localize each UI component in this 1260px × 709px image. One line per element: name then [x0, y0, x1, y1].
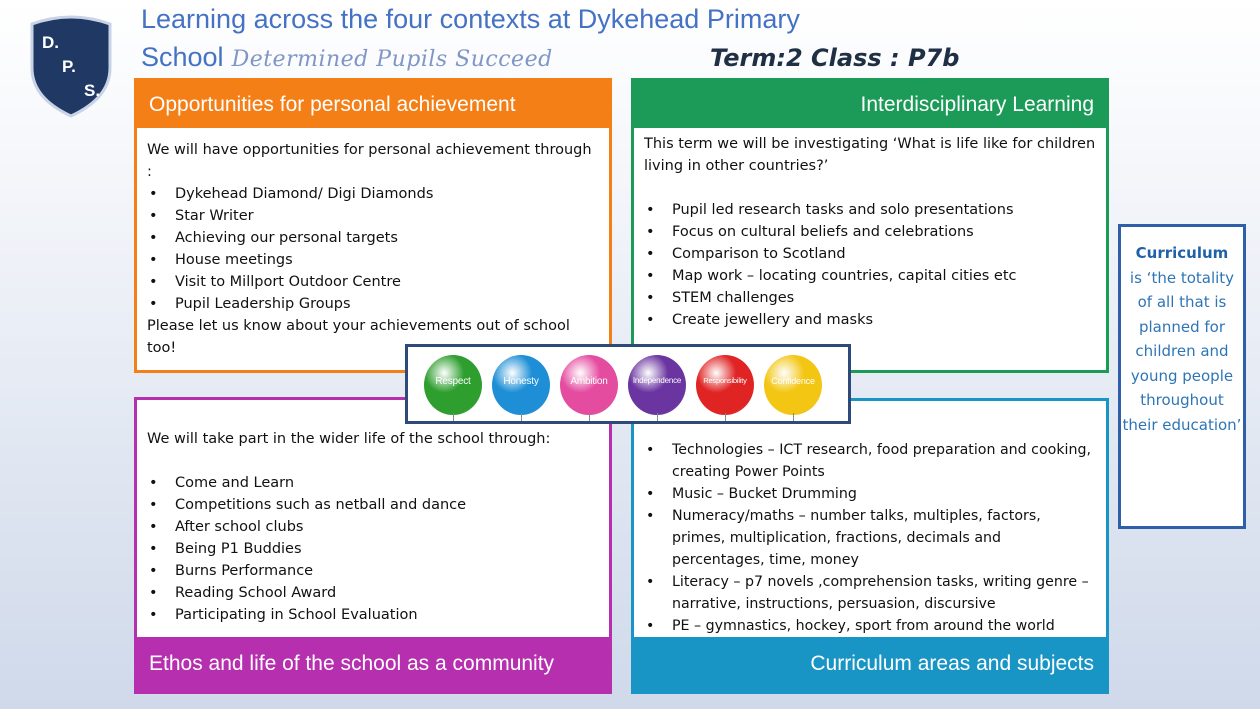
ethos-content: [137, 428, 609, 626]
list-item: • Competitions such as netball and dance: [147, 494, 601, 516]
list-item: • Focus on cultural beliefs and celebrations: [644, 221, 1098, 243]
crest-letter-p: P.: [62, 57, 76, 76]
list-item: • Dykehead Diamond/ Digi Diamonds: [147, 183, 601, 205]
personal-achievement-content: [137, 139, 609, 359]
curriculum-keyword: Curriculum: [1135, 244, 1229, 262]
list-item: • PE – gymnastics, hockey, sport from around the world: [644, 615, 1098, 637]
list-item: • Music – Bucket Drumming: [644, 483, 1098, 505]
school-values-balloons: [405, 344, 851, 424]
curriculum-areas-content: [634, 439, 1106, 637]
page-title-school: School: [141, 42, 224, 72]
crest-letter-d: D.: [42, 33, 59, 52]
interdisciplinary-heading: Interdisciplinary Learning: [634, 81, 1106, 128]
personal-achievement-heading: Opportunities for personal achievement: [137, 81, 609, 128]
interdisciplinary-intro: This term we will be investigating ‘What is life like for children living in other countries?’: [644, 136, 1096, 174]
list-item: • Visit to Millport Outdoor Centre: [147, 271, 601, 293]
personal-achievement-outro: Please let us know about your achievements out of school too!: [147, 318, 570, 356]
balloon-label: Responsibility: [703, 376, 747, 385]
list-item: • Being P1 Buddies: [147, 538, 601, 560]
balloon-label: Independence: [632, 376, 682, 385]
ethos-list: [147, 472, 601, 626]
list-item: • Come and Learn: [147, 472, 601, 494]
balloon-label: Ambition: [570, 376, 608, 387]
personal-achievement-list: [147, 183, 601, 315]
list-item: • Achieving our personal targets: [147, 227, 601, 249]
list-item: • Comparison to Scotland: [644, 243, 1098, 265]
term-class-label: Term:2 Class : P7b: [710, 44, 960, 72]
curriculum-areas-list: [644, 439, 1098, 637]
list-item: • Pupil Leadership Groups: [147, 293, 601, 315]
list-item: • Map work – locating countries, capital cities etc: [644, 265, 1098, 287]
balloon-independence: [628, 355, 686, 415]
curriculum-definition-box: [1118, 224, 1246, 529]
curriculum-areas-panel: [631, 398, 1109, 694]
list-item: • Technologies – ICT research, food preparation and cooking, creating Power Points: [644, 439, 1098, 483]
ethos-panel: [134, 397, 612, 694]
curriculum-definition-text: is ‘the totality of all that is planned for children and young people throughout their education’: [1122, 268, 1242, 434]
school-motto: Determined Pupils Succeed: [231, 47, 553, 72]
ethos-heading: Ethos and life of the school as a community: [137, 637, 609, 691]
list-item: • Numeracy/maths – number talks, multiples, factors, primes, multiplication, fractions, decimals and percentages, time, money: [644, 505, 1098, 571]
balloon-respect: [424, 355, 482, 415]
interdisciplinary-content: [634, 133, 1106, 331]
list-item: • Create jewellery and masks: [644, 309, 1098, 331]
balloon-label: Honesty: [503, 376, 539, 387]
page-title: Learning across the four contexts at Dykehead Primary: [141, 4, 800, 34]
balloon-label: Confidence: [771, 376, 815, 386]
curriculum-areas-heading: Curriculum areas and subjects: [634, 637, 1106, 691]
balloon-responsibility: [696, 355, 754, 415]
list-item: • After school clubs: [147, 516, 601, 538]
list-item: • Pupil led research tasks and solo presentations: [644, 199, 1098, 221]
list-item: • House meetings: [147, 249, 601, 271]
interdisciplinary-panel: [631, 78, 1109, 373]
balloon-honesty: [492, 355, 550, 415]
list-item: • STEM challenges: [644, 287, 1098, 309]
interdisciplinary-list: [644, 199, 1098, 331]
ethos-intro: We will take part in the wider life of the school through:: [147, 431, 551, 447]
list-item: • Participating in School Evaluation: [147, 604, 601, 626]
list-item: • Star Writer: [147, 205, 601, 227]
balloon-confidence: [764, 355, 822, 415]
list-item: • Literacy – p7 novels ,comprehension tasks, writing genre – narrative, instructions, persuasion, discursive: [644, 571, 1098, 615]
school-crest-logo: [24, 10, 118, 118]
list-item: • Burns Performance: [147, 560, 601, 582]
personal-achievement-panel: [134, 78, 612, 373]
list-item: • Reading School Award: [147, 582, 601, 604]
crest-letter-s: S.: [84, 81, 101, 100]
balloon-label: Respect: [435, 376, 471, 387]
page-title-line2: [141, 42, 553, 73]
personal-achievement-intro: We will have opportunities for personal achievement through :: [147, 142, 592, 180]
balloon-ambition: [560, 355, 618, 415]
